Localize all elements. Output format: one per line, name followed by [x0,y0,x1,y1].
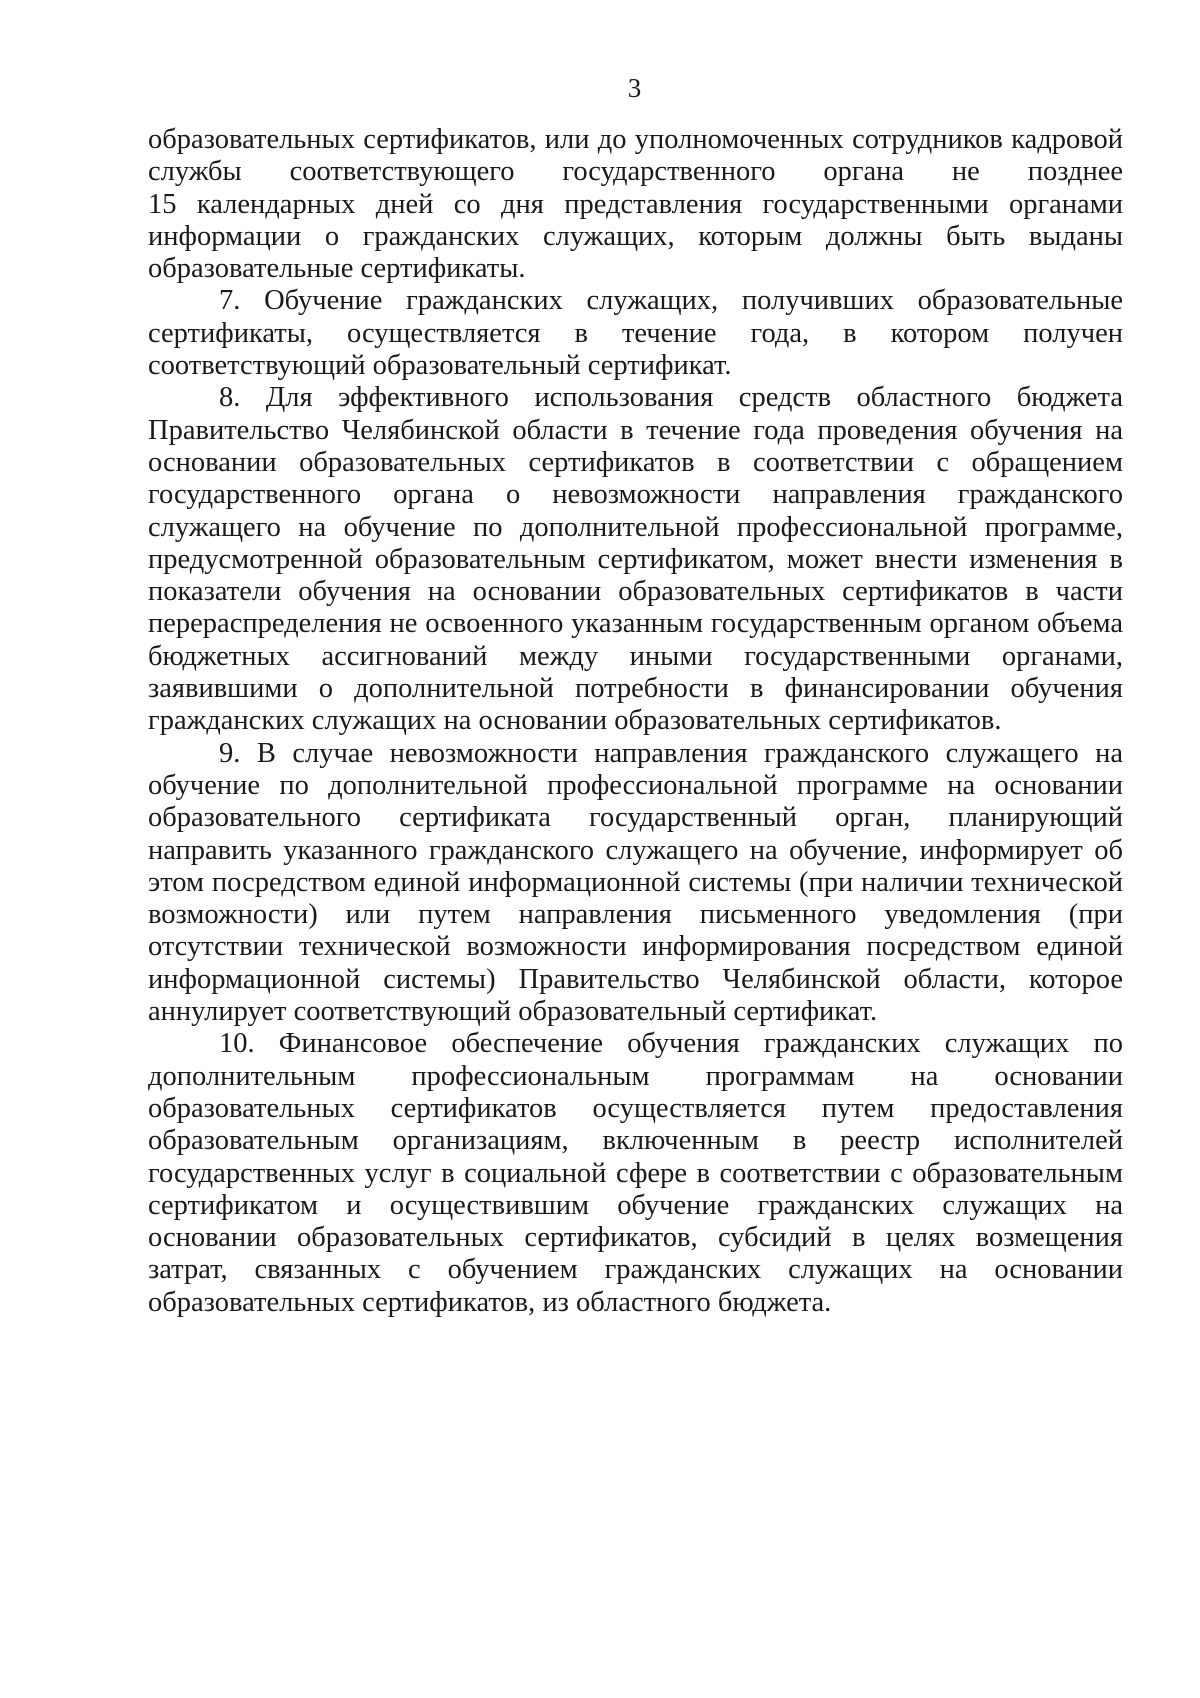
text-line: соответствующий образовательный сертификат. [148,350,732,382]
document-body [148,124,1123,1319]
text-line: затрат, связанных с обучением гражданских служащих на основании [148,1254,1123,1286]
text-line: сертификаты, осуществляется в течение года, в котором получен [148,317,1123,349]
paragraph-item-10 [148,1028,1123,1319]
text-line: перераспределения не освоенного указанным государственным органом объема [148,608,1123,640]
text-line: служащего на обучение по дополнительной профессиональной программе, [148,511,1123,543]
text-line: бюджетных ассигнований между иными государственными органами, [148,640,1123,672]
text-line: образовательных сертификатов, из областного бюджета. [148,1286,832,1318]
text-line: образовательным организациям, включенным в реестр исполнителей [148,1125,1123,1157]
text-line: аннулирует соответствующий образовательный сертификат. [148,996,878,1028]
page-number: 3 [627,73,642,103]
text-line: направить указанного гражданского служащего на обучение, информирует об [148,834,1123,866]
text-line: этом посредством единой информационной системы (при наличии технической [148,866,1123,898]
text-line: отсутствии технической возможности информирования посредством единой [148,931,1123,963]
text-line: информационной системы) Правительство Челябинской области, которое [148,963,1123,995]
text-line: 15 календарных дней со дня представления государственными органами [148,188,1123,220]
text-line: обучение по дополнительной профессиональной программе на основании [148,769,1123,801]
text-line: образовательных сертификатов, или до уполномоченных сотрудников кадровой [148,124,1123,155]
paragraph-item-9 [148,738,1123,1029]
text-line: государственных услуг в социальной сфере в соответствии с образовательным [148,1157,1123,1189]
text-line: образовательного сертификата государственный орган, планирующий [148,802,1123,834]
paragraph-item-8 [148,382,1123,737]
text-line: гражданских служащих на основании образовательных сертификатов. [148,705,1002,737]
paragraph-item-7 [148,285,1123,382]
text-line: Правительство Челябинской области в течение года проведения обучения на [148,414,1123,446]
text-line: дополнительным профессиональным программам на основании [148,1060,1123,1092]
text-line: основании образовательных сертификатов в соответствии с обращением [148,446,1123,478]
text-line: возможности) или путем направления письменного уведомления (при [148,899,1123,931]
text-line: 7. Обучение гражданских служащих, получивших образовательные [219,285,1123,317]
text-line: заявившими о дополнительной потребности в финансировании обучения [148,673,1123,705]
text-line: 10. Финансовое обеспечение обучения гражданских служащих по [219,1028,1123,1060]
text-line: образовательные сертификаты. [148,253,526,285]
paragraph-intro [148,124,1123,285]
text-line: государственного органа о невозможности направления гражданского [148,479,1123,511]
text-line: предусмотренной образовательным сертификатом, может внести изменения в [148,543,1123,575]
text-line: службы соответствующего государственного органа не позднее [148,156,1123,188]
text-line: информации о гражданских служащих, которым должны быть выданы [148,220,1123,252]
text-line: 8. Для эффективного использования средств областного бюджета [219,382,1123,414]
text-line: образовательных сертификатов осуществляется путем предоставления [148,1092,1123,1124]
text-line: сертификатом и осуществившим обучение гражданских служащих на [148,1189,1123,1221]
text-line: 9. В случае невозможности направления гражданского служащего на [219,737,1123,769]
text-line: основании образовательных сертификатов, субсидий в целях возмещения [148,1222,1123,1254]
text-line: показатели обучения на основании образовательных сертификатов в части [148,576,1123,608]
